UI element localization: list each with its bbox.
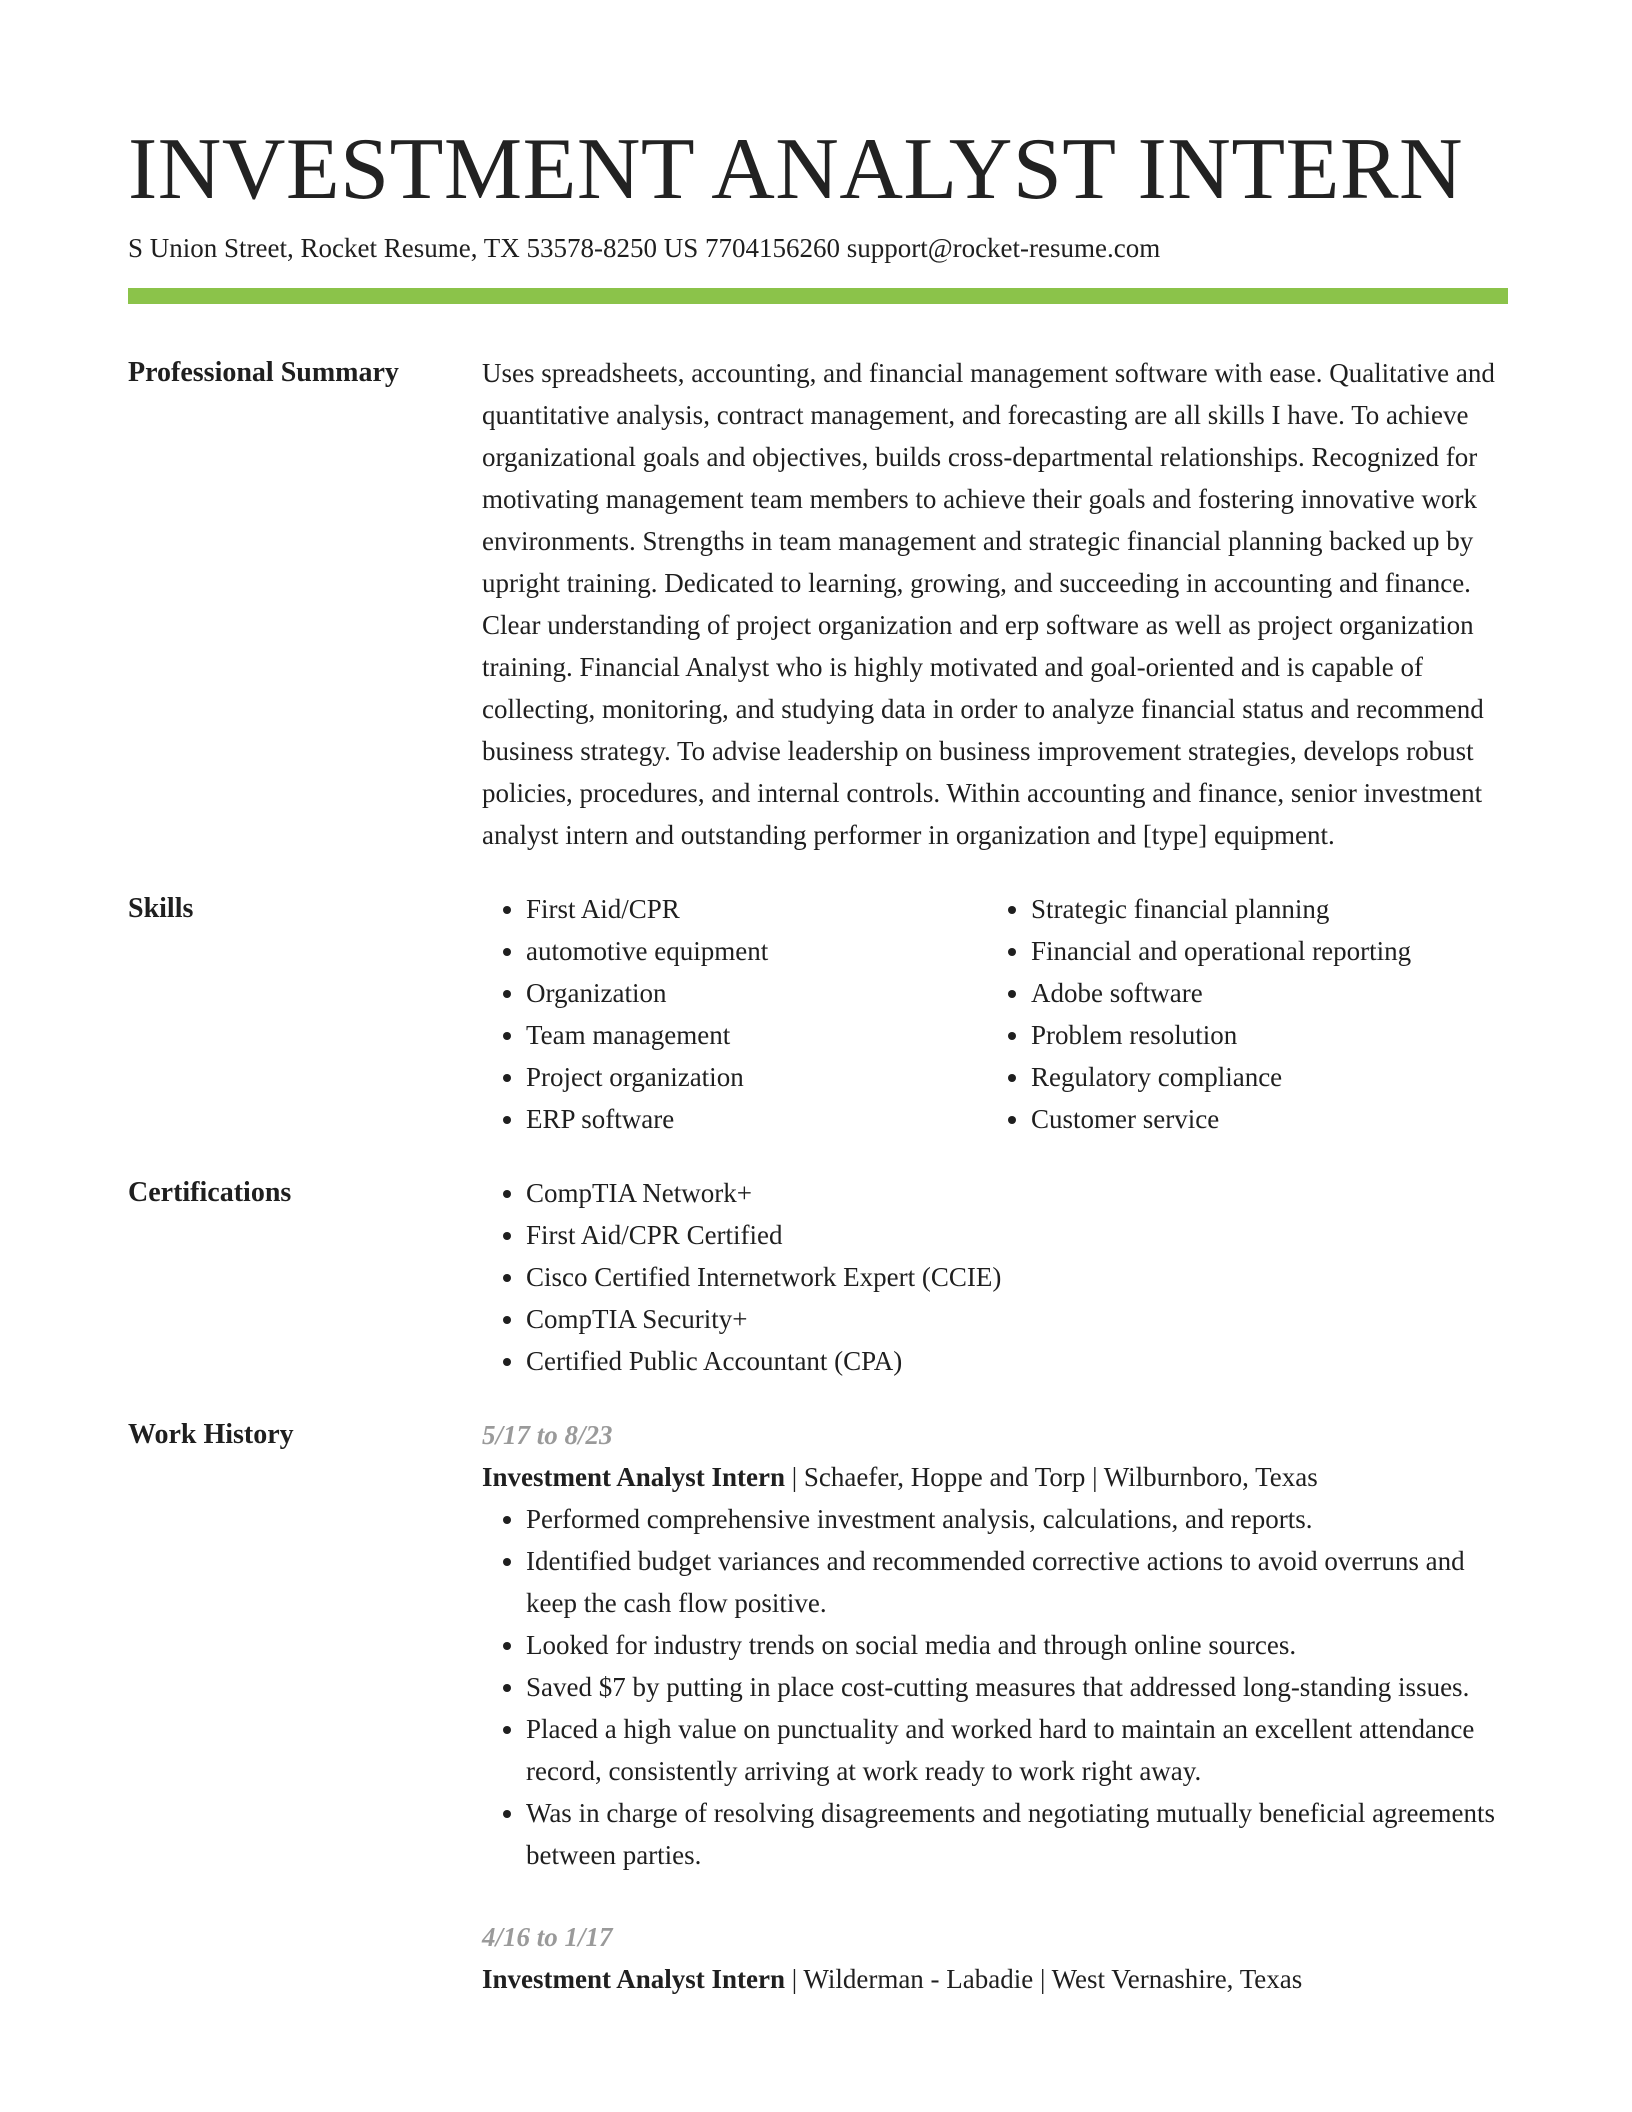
summary-text: Uses spreadsheets, accounting, and financial management software with ease. Qualitative and quantitative analysis, contract management, and forecasting are all skills I have. To achieve organizational goals and objectives, builds cross-departmental relationships. Recognized for motivating management team members to achieve their goals and fostering innovative work environments. Strengths in team management and strategic financial planning backed up by upright training. Dedicated to learning, growing, and succeeding in accounting and finance. Clear understanding of project organization and erp software as well as project organization training. Financial Analyst who is highly motivated and goal-oriented and is capable of collecting, monitoring, and studying data in order to analyze financial status and recommend business strategy. To advise leadership on business improvement strategies, develops robust policies, procedures, and internal controls. Within accounting and finance, senior investment analyst intern and outstanding performer in organization and [type] equipment.	[482, 358, 1495, 850]
section-label-summary: Professional Summary	[128, 357, 399, 388]
skill-item: • Strategic financial planning	[1031, 888, 1492, 930]
skill-item: • Project organization	[526, 1056, 987, 1098]
certification-item: • Certified Public Accountant (CPA)	[526, 1340, 1508, 1382]
skill-item: • Financial and operational reporting	[1031, 930, 1492, 972]
work-history-section	[128, 1414, 1508, 2030]
summary-section	[128, 352, 1508, 856]
certification-item: • Cisco Certified Internetwork Expert (CCIE)	[526, 1256, 1508, 1298]
job-bullet: • Performed comprehensive investment analysis, calculations, and reports.	[526, 1498, 1508, 1540]
job-bullet: • Placed a high value on punctuality and worked hard to maintain an excellent attendance record, consistently arriving at work ready to work right away.	[526, 1708, 1508, 1792]
job-entry	[482, 1916, 1508, 2000]
job-bullet: • Was in charge of resolving disagreements and negotiating mutually beneficial agreements between parties.	[526, 1792, 1508, 1876]
work-history-body	[482, 1414, 1508, 2030]
job-employer-location: | Wilderman - Labadie | West Vernashire, Texas	[785, 1964, 1303, 1994]
skills-grid	[482, 888, 1508, 1140]
job-title: Investment Analyst Intern	[482, 1964, 786, 1994]
skill-item: • Adobe software	[1031, 972, 1492, 1014]
certification-item: • CompTIA Security+	[526, 1298, 1508, 1340]
certifications-list	[482, 1172, 1508, 1382]
accent-divider	[128, 288, 1508, 304]
skills-list-left	[482, 888, 987, 1140]
job-dates: 5/17 to 8/23	[482, 1420, 613, 1450]
certifications-body	[482, 1172, 1508, 1382]
job-dates: 4/16 to 1/17	[482, 1922, 613, 1952]
skills-list-right	[987, 888, 1492, 1140]
job-bullets	[482, 1498, 1508, 1876]
summary-body	[482, 352, 1508, 856]
skill-item: • Organization	[526, 972, 987, 1014]
job-entry	[482, 1414, 1508, 1876]
job-heading	[482, 1958, 1508, 2000]
certifications-section	[128, 1172, 1508, 1382]
skill-item: • Problem resolution	[1031, 1014, 1492, 1056]
job-title: Investment Analyst Intern	[482, 1462, 786, 1492]
resume-name: INVESTMENT ANALYST INTERN	[128, 121, 1464, 218]
skill-item: • ERP software	[526, 1098, 987, 1140]
job-bullet: • Identified budget variances and recommended corrective actions to avoid overruns and keep the cash flow positive.	[526, 1540, 1508, 1624]
skills-section	[128, 888, 1508, 1140]
skill-item: • First Aid/CPR	[526, 888, 987, 930]
certification-item: • First Aid/CPR Certified	[526, 1214, 1508, 1256]
skills-column-right	[987, 888, 1492, 1140]
job-heading	[482, 1456, 1508, 1498]
section-label-certifications: Certifications	[128, 1177, 292, 1208]
section-label-skills: Skills	[128, 893, 194, 924]
section-label-work-history: Work History	[128, 1419, 294, 1450]
skills-column-left	[482, 888, 987, 1140]
job-bullet: • Looked for industry trends on social media and through online sources.	[526, 1624, 1508, 1666]
certification-item: • CompTIA Network+	[526, 1172, 1508, 1214]
skill-item: • Regulatory compliance	[1031, 1056, 1492, 1098]
job-employer-location: | Schaefer, Hoppe and Torp | Wilburnboro, Texas	[785, 1462, 1318, 1492]
resume-page	[128, 120, 1508, 2030]
contact-line: S Union Street, Rocket Resume, TX 53578-8250 US 7704156260 support@rocket-resume.com	[128, 233, 1161, 263]
skill-item: • automotive equipment	[526, 930, 987, 972]
skill-item: • Customer service	[1031, 1098, 1492, 1140]
job-bullet: • Saved $7 by putting in place cost-cutting measures that addressed long-standing issues.	[526, 1666, 1508, 1708]
skill-item: • Team management	[526, 1014, 987, 1056]
